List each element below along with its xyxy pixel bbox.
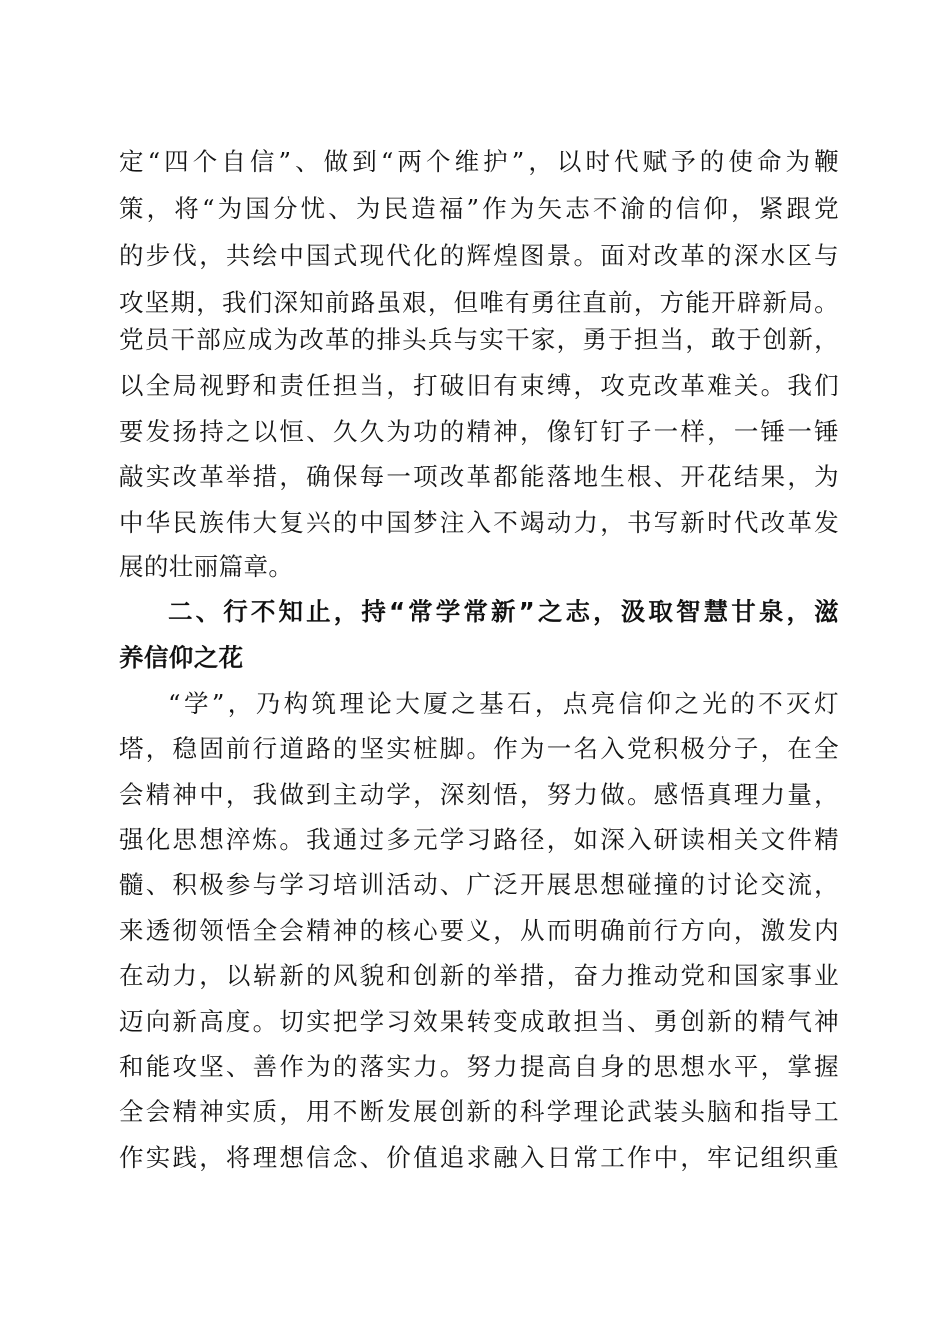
paragraph-line: 强化思想淬炼。我通过多元学习路径，如深入研读相关文件精: [119, 825, 839, 854]
section-heading-line: 养信仰之花: [119, 643, 244, 672]
paragraph-line: 定“四个自信”、做到“两个维护”，以时代赋予的使命为鞭: [119, 147, 839, 176]
paragraph-line: 全会精神实质，用不断发展创新的科学理论武装头脑和指导工: [119, 1097, 839, 1126]
paragraph-line: 和能攻坚、善作为的落实力。努力提高自身的思想水平，掌握: [119, 1052, 839, 1081]
paragraph-line: 要发扬持之以恒、久久为功的精神，像钉钉子一样，一锤一锤: [119, 417, 839, 446]
paragraph-line: 在动力，以崭新的风貌和创新的举措，奋力推动党和国家事业: [119, 961, 839, 990]
paragraph-line: 展的壮丽篇章。: [119, 552, 294, 581]
paragraph-line: 会精神中，我做到主动学，深刻悟，努力做。感悟真理力量，: [119, 780, 839, 809]
paragraph-line: 敲实改革举措，确保每一项改革都能落地生根、开花结果，为: [119, 462, 839, 491]
paragraph-line: 中华民族伟大复兴的中国梦注入不竭动力，书写新时代改革发: [119, 508, 839, 537]
section-heading-line: 二、行不知止，持“常学常新”之志，汲取智慧甘泉，滋: [168, 597, 839, 626]
paragraph-line: 党员干部应成为改革的排头兵与实干家，勇于担当，敢于创新，: [119, 325, 839, 354]
paragraph-line: 髓、积极参与学习培训活动、广泛开展思想碰撞的讨论交流，: [119, 870, 839, 899]
paragraph-line: “学”，乃构筑理论大厦之基石，点亮信仰之光的不灭灯: [168, 689, 839, 718]
paragraph-line: 塔，稳固前行道路的坚实桩脚。作为一名入党积极分子，在全: [119, 734, 839, 763]
paragraph-line: 策，将“为国分忧、为民造福”作为矢志不渝的信仰，紧跟党: [119, 194, 839, 223]
paragraph-line: 作实践，将理想信念、价值追求融入日常工作中，牢记组织重: [119, 1143, 839, 1172]
paragraph-line: 攻坚期，我们深知前路虽艰，但唯有勇往直前，方能开辟新局。: [119, 288, 839, 317]
paragraph-line: 的步伐，共绘中国式现代化的辉煌图景。面对改革的深水区与: [119, 241, 839, 270]
paragraph-line: 迈向新高度。切实把学习效果转变成敢担当、勇创新的精气神: [119, 1007, 839, 1036]
paragraph-line: 以全局视野和责任担当，打破旧有束缚，攻克改革难关。我们: [119, 371, 839, 400]
paragraph-line: 来透彻领悟全会精神的核心要义，从而明确前行方向，激发内: [119, 916, 839, 945]
